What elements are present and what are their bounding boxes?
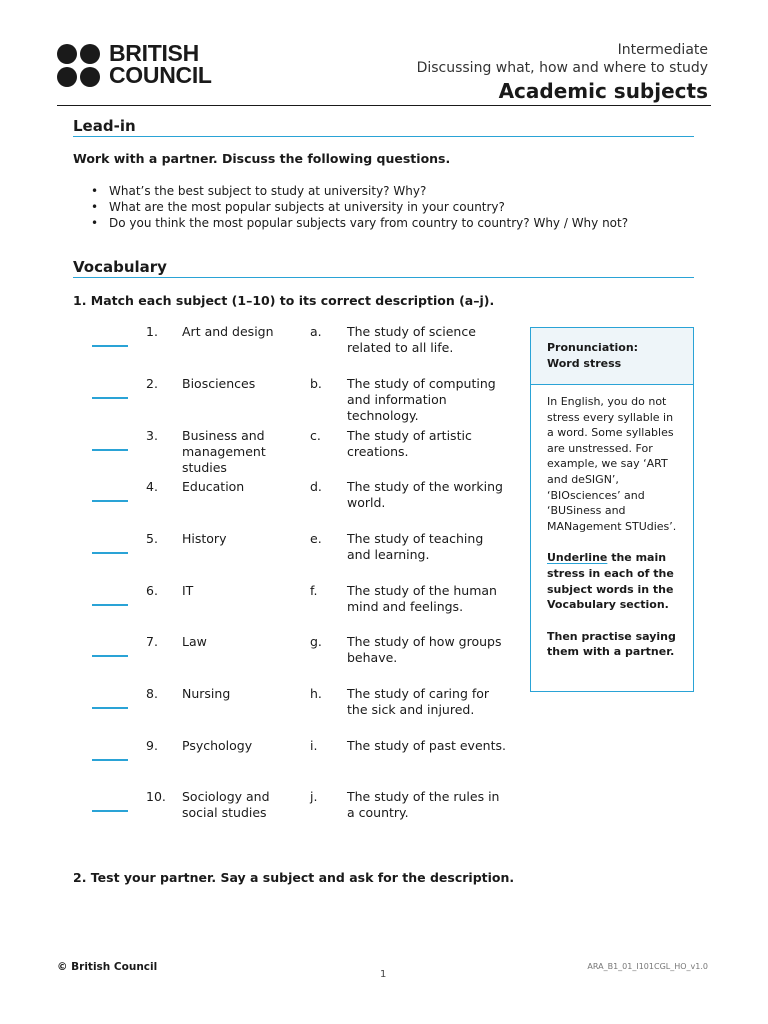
subject-number: 4.: [146, 479, 158, 494]
pronunciation-box: [530, 327, 694, 692]
level-label: Intermediate: [617, 42, 708, 58]
table-row: [0, 634, 500, 686]
subject-number: 10.: [146, 789, 166, 804]
pronunciation-practice: Then practise saying them with a partner.: [547, 629, 676, 659]
description-letter: i.: [310, 738, 318, 753]
pronunciation-explanation: In English, you do not stress every syllable in a word. Some syllables are unstressed. For example, we say ‘ART and deSIGN’, ‘BIOsciences’ and ‘BUSiness and MANagement STUdies’.: [547, 395, 677, 533]
answer-blank[interactable]: [92, 500, 128, 502]
pronunciation-instruction: Underline the main stress in each of the subject words in the Vocabulary section.: [547, 551, 674, 612]
lead-in-instruction: Work with a partner. Discuss the following questions.: [73, 151, 451, 166]
description-text: The study of science related to all life.: [347, 324, 476, 355]
subject-name: IT: [182, 583, 194, 598]
subject-number: 9.: [146, 738, 158, 753]
answer-blank[interactable]: [92, 604, 128, 606]
task-2-instruction: 2. Test your partner. Say a subject and ask for the description.: [73, 870, 515, 885]
question-item: • What are the most popular subjects at university in your country?: [91, 199, 691, 215]
description-letter: j.: [310, 789, 318, 804]
description-text: The study of the human mind and feelings.: [347, 583, 497, 614]
description-text: The study of how groups behave.: [347, 634, 502, 665]
description-letter: a.: [310, 324, 322, 339]
description-letter: e.: [310, 531, 322, 546]
subject-number: 3.: [146, 428, 158, 443]
document-code: ARA_B1_01_I101CGL_HO_v1.0: [587, 962, 708, 971]
table-row: [0, 738, 506, 790]
subject-number: 2.: [146, 376, 158, 391]
subject-name: History: [182, 531, 227, 546]
answer-blank[interactable]: [92, 552, 128, 554]
description-letter: f.: [310, 583, 318, 598]
subject-number: 5.: [146, 531, 158, 546]
description-text: The study of computing and information technology.: [347, 376, 496, 423]
lead-in-title: Lead-in: [73, 117, 136, 135]
table-row: [0, 324, 500, 376]
answer-blank[interactable]: [92, 397, 128, 399]
table-row: [0, 583, 500, 635]
subject-number: 6.: [146, 583, 158, 598]
table-row: [0, 376, 500, 428]
question-item: • What’s the best subject to study at university? Why?: [91, 183, 691, 199]
page-title: Academic subjects: [498, 79, 708, 103]
vocabulary-title: Vocabulary: [73, 258, 167, 276]
answer-blank[interactable]: [92, 345, 128, 347]
subject-name: Sociology and social studies: [182, 789, 270, 820]
answer-blank[interactable]: [92, 449, 128, 451]
pronunciation-heading: Pronunciation: Word stress: [547, 341, 639, 370]
subject-number: 1.: [146, 324, 158, 339]
pronunciation-body: [547, 394, 683, 676]
answer-blank[interactable]: [92, 810, 128, 812]
pronunciation-box-header: [531, 328, 693, 385]
description-text: The study of the rules in a country.: [347, 789, 500, 820]
description-text: The study of teaching and learning.: [347, 531, 484, 562]
description-text: The study of the working world.: [347, 479, 503, 510]
table-row: [0, 479, 503, 531]
description-letter: h.: [310, 686, 322, 701]
subject-name: Psychology: [182, 738, 253, 753]
description-text: The study of past events.: [347, 738, 506, 753]
subject-name: Business and management studies: [182, 428, 266, 475]
subject-name: Biosciences: [182, 376, 256, 391]
description-text: The study of caring for the sick and injured.: [347, 686, 490, 717]
subject-number: 8.: [146, 686, 158, 701]
question-item: • Do you think the most popular subjects vary from country to country? Why / Why not?: [91, 215, 691, 231]
table-row: [0, 531, 500, 583]
description-letter: b.: [310, 376, 322, 391]
subject-name: Education: [182, 479, 245, 494]
task-1-instruction: 1. Match each subject (1–10) to its correct description (a–j).: [73, 293, 495, 308]
answer-blank[interactable]: [92, 655, 128, 657]
answer-blank[interactable]: [92, 759, 128, 761]
subject-name: Nursing: [182, 686, 231, 701]
answer-blank[interactable]: [92, 707, 128, 709]
copyright: © British Council: [57, 961, 158, 973]
page-number: 1: [380, 969, 387, 980]
subject-name: Law: [182, 634, 207, 649]
logo-wordmark: BRITISH COUNCIL: [109, 40, 212, 88]
topic-label: Discussing what, how and where to study: [416, 60, 708, 76]
table-row: [0, 428, 500, 480]
subject-name: Art and design: [182, 324, 274, 339]
table-row: [0, 789, 500, 841]
description-letter: c.: [310, 428, 321, 443]
description-letter: d.: [310, 479, 322, 494]
table-row: [0, 686, 500, 738]
description-text: The study of artistic creations.: [347, 428, 472, 459]
subject-number: 7.: [146, 634, 158, 649]
description-letter: g.: [310, 634, 322, 649]
